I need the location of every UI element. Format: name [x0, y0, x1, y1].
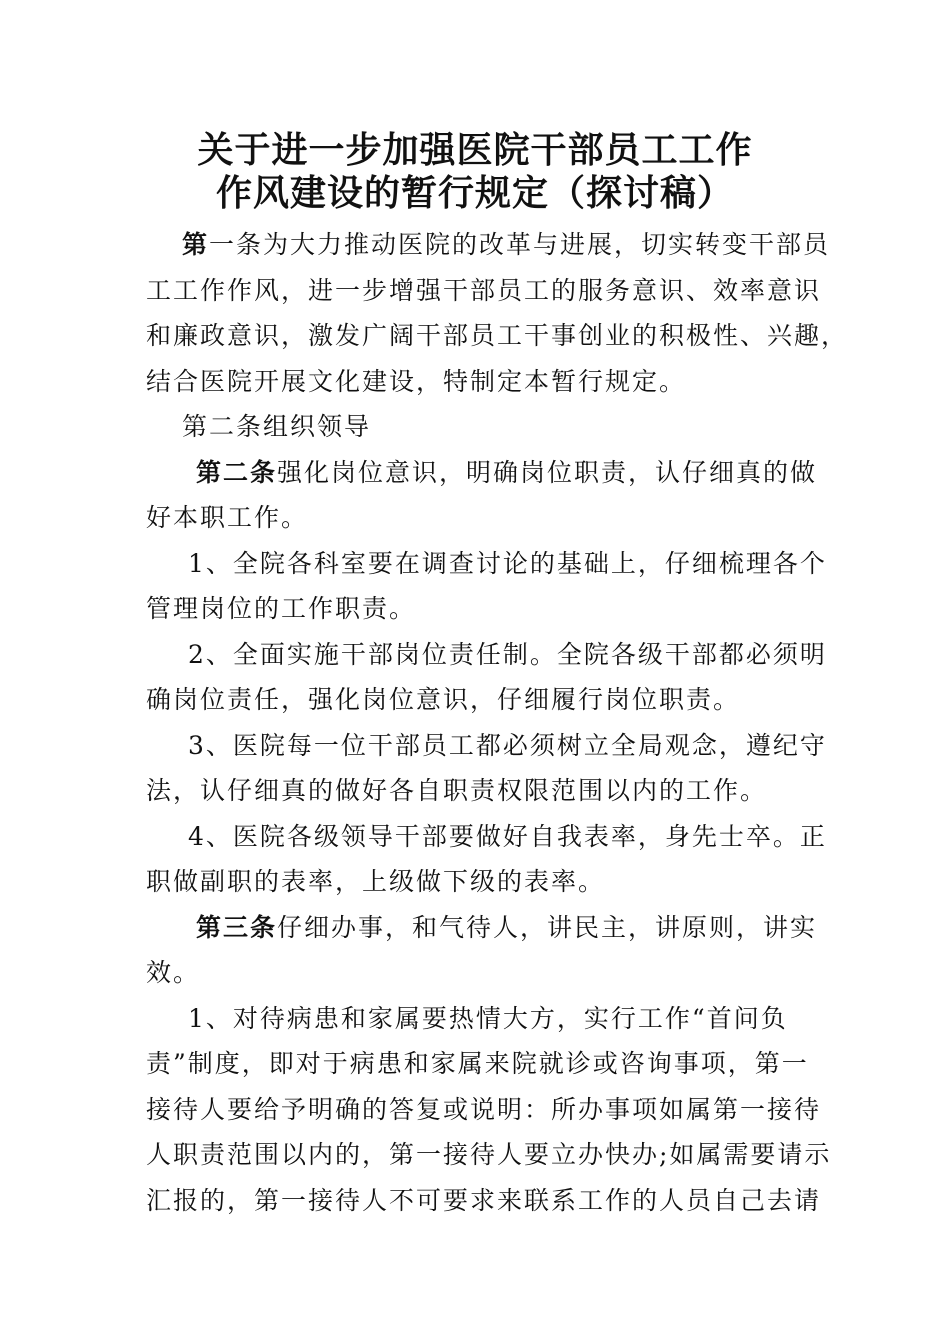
- article-label: 第二条: [196, 457, 278, 487]
- line-text: 职做副职的表率，上级做下级的表率。: [146, 867, 606, 896]
- paragraph-line: [146, 495, 806, 541]
- paragraph-line: [146, 359, 806, 405]
- paragraph-line: [146, 541, 827, 587]
- document-body: [146, 222, 849, 1223]
- line-text: 效。: [146, 958, 201, 987]
- paragraph-line: [146, 996, 806, 1042]
- line-text: 结合医院开展文化建设，特制定本暂行规定。: [146, 366, 687, 396]
- paragraph-line: [146, 1087, 822, 1133]
- line-text: 仔细办事，和气待人，讲民主，讲原则，讲实: [277, 912, 818, 942]
- line-text: 汇报的，第一接待人不可要求来联系工作的人员自己去请: [146, 1185, 822, 1215]
- paragraph-line: [146, 859, 806, 905]
- paragraph-line: [146, 1041, 809, 1087]
- paragraph-line: [146, 268, 822, 314]
- line-text: 一条为大力推动医院的改革与进展，切实转变干部员: [209, 230, 831, 259]
- line-text: 强化岗位意识，明确岗位职责，认仔细真的做: [277, 457, 818, 487]
- line-text: 2、全面实施干部岗位责任制。全院各级干部都必须明: [188, 639, 827, 669]
- paragraph-line: [146, 814, 827, 860]
- line-text: 人职责范围以内的，第一接待人要立办快办;如属需要请示: [146, 1140, 832, 1169]
- paragraph-line: [146, 222, 831, 268]
- line-text: 工工作作风，进一步增强干部员工的服务意识、效率意识: [146, 275, 822, 305]
- document-title-line-1: 关于进一步加强医院干部员工工作: [197, 129, 753, 171]
- line-text: 管理岗位的工作职责。: [146, 594, 417, 623]
- paragraph-line: [146, 632, 827, 678]
- paragraph-line: [146, 723, 827, 769]
- paragraph-line: [146, 1132, 832, 1178]
- line-text: 确岗位责任，强化岗位意识，仔细履行岗位职责。: [146, 685, 741, 714]
- paragraph-line: [146, 905, 818, 951]
- line-text: 1、对待病患和家属要热情大方，实行工作“首问负: [188, 1003, 788, 1033]
- article-label: 第三条: [196, 912, 278, 942]
- line-text: 4、医院各级领导干部要做好自我表率，身先士卒。正: [188, 821, 827, 851]
- line-text: 和廉政意识，激发广阔干部员工干事创业的积极性、兴趣，: [146, 321, 849, 350]
- line-text: 法，认仔细真的做好各自职责权限范围以内的工作。: [146, 776, 768, 805]
- line-text: 责”制度，即对于病患和家属来院就诊或咨询事项，第一: [146, 1049, 809, 1078]
- article-label: 第: [182, 230, 210, 259]
- paragraph-line: [146, 586, 806, 632]
- line-text: 好本职工作。: [146, 503, 309, 532]
- paragraph-line: [146, 450, 818, 496]
- paragraph-line: [146, 677, 806, 723]
- line-text: 1、全院各科室要在调查讨论的基础上，仔细梳理各个: [188, 548, 827, 578]
- line-text: 接待人要给予明确的答复或说明：所办事项如属第一接待: [146, 1094, 822, 1124]
- line-text: 第二条组织领导: [182, 412, 372, 441]
- line-text: 3、医院每一位干部员工都必须树立全局观念，遵纪守: [188, 730, 827, 760]
- document-title-line-2: 作风建设的暂行规定（探讨稿）: [215, 172, 734, 214]
- paragraph-line: [146, 950, 806, 996]
- paragraph-line: [146, 1178, 822, 1224]
- paragraph-line: [146, 313, 849, 359]
- paragraph-line: [146, 768, 806, 814]
- section-heading: [146, 404, 806, 450]
